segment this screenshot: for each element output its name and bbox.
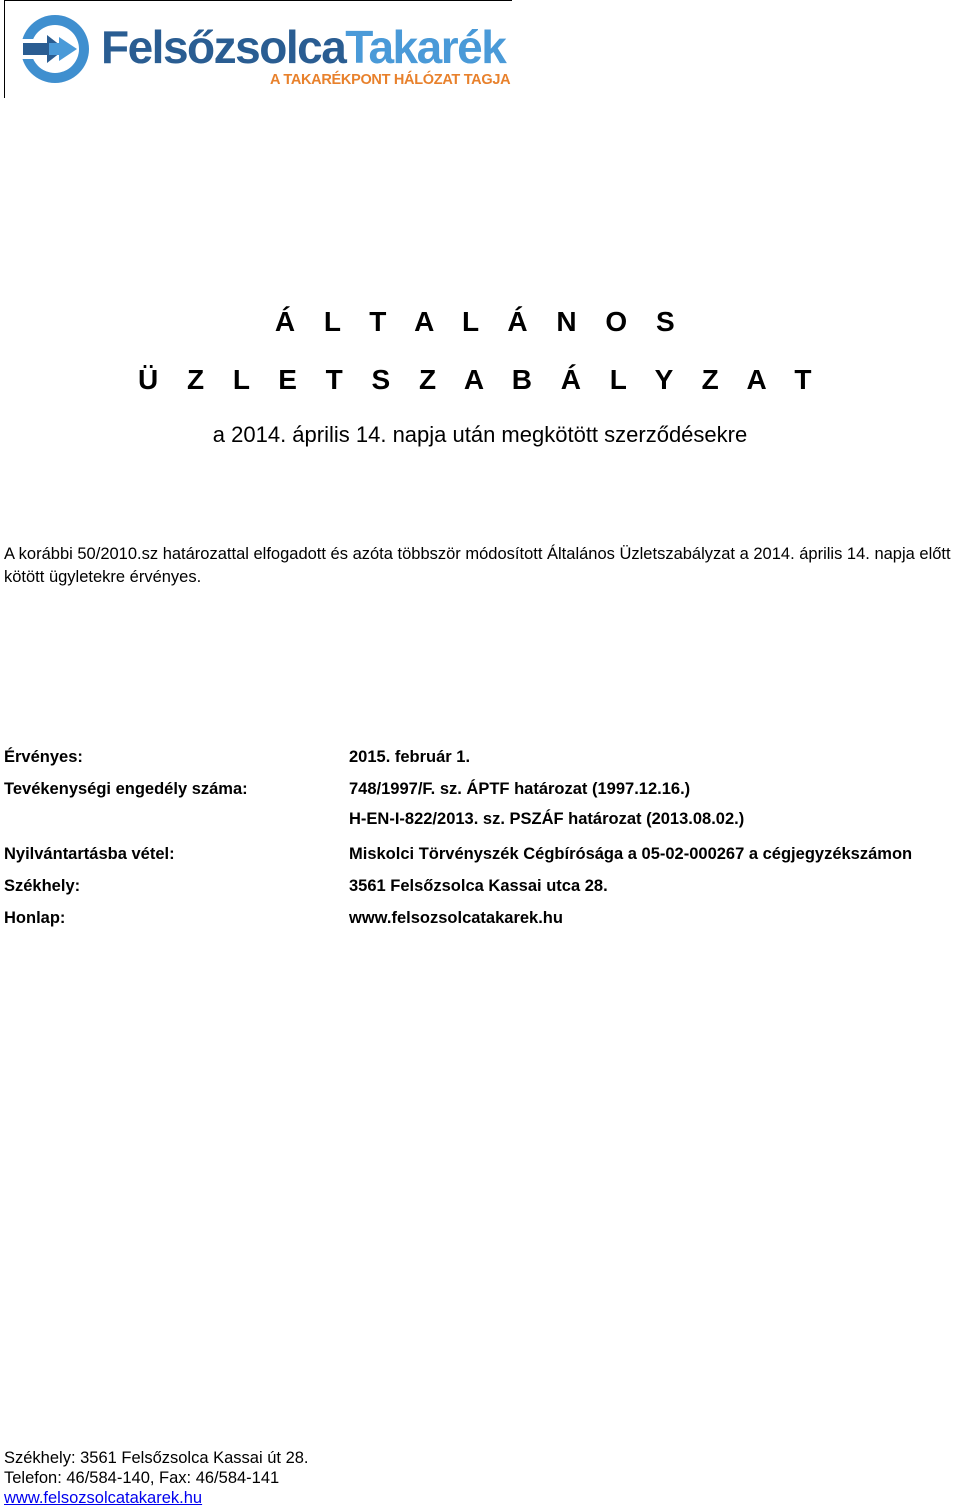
license-label: Tevékenységi engedély száma: (4, 780, 248, 798)
logo-header (4, 0, 512, 98)
arrow-circle-logo-icon (19, 13, 91, 85)
web-label: Honlap: (4, 909, 66, 927)
document-title-line2: Ü Z L E T S Z A B Á L Y Z A T (137, 364, 823, 395)
web-value: www.felsozsolcatakarek.hu (349, 909, 563, 927)
valid-value: 2015. február 1. (349, 748, 471, 766)
seat-value: 3561 Felsőzsolca Kassai utca 28. (349, 877, 608, 895)
license-value-2: H-EN-I-822/2013. sz. PSZÁF határozat (2013.08.02.) (349, 810, 745, 828)
logo-tagline: A TAKARÉKPONT HÁLÓZAT TAGJA (270, 72, 511, 88)
logo-name-part1: Felsőzsolca (101, 21, 346, 73)
page-footer (4, 1448, 309, 1508)
valid-label: Érvényes: (4, 748, 83, 766)
registry-label: Nyilvántartásba vétel: (4, 845, 175, 863)
document-title-line1: Á L T A L Á N O S (274, 306, 686, 337)
license-value-1: 748/1997/F. sz. ÁPTF határozat (1997.12.16.) (349, 780, 691, 798)
logo-wordmark (101, 21, 505, 73)
document-subtitle: a 2014. április 14. napja után megkötött szerződésekre (212, 422, 748, 447)
registry-value: Miskolci Törvényszék Cégbírósága a 05-02-000267 a cégjegyzékszámon (349, 845, 913, 863)
seat-label: Székhely: (4, 877, 81, 895)
validity-notice: A korábbi 50/2010.sz határozattal elfogadott és azóta többször módosított Általános Üzletszabályzat a 2014. április 14. napja előtt kötött ügyletekre érvényes. (4, 545, 951, 586)
logo-name-part2: Takarék (345, 21, 506, 73)
footer-address: Székhely: 3561 Felsőzsolca Kassai út 28. (4, 1449, 309, 1467)
footer-website-link[interactable]: www.felsozsolcatakarek.hu (4, 1489, 203, 1507)
footer-phone: Telefon: 46/584-140, Fax: 46/584-141 (4, 1469, 280, 1487)
